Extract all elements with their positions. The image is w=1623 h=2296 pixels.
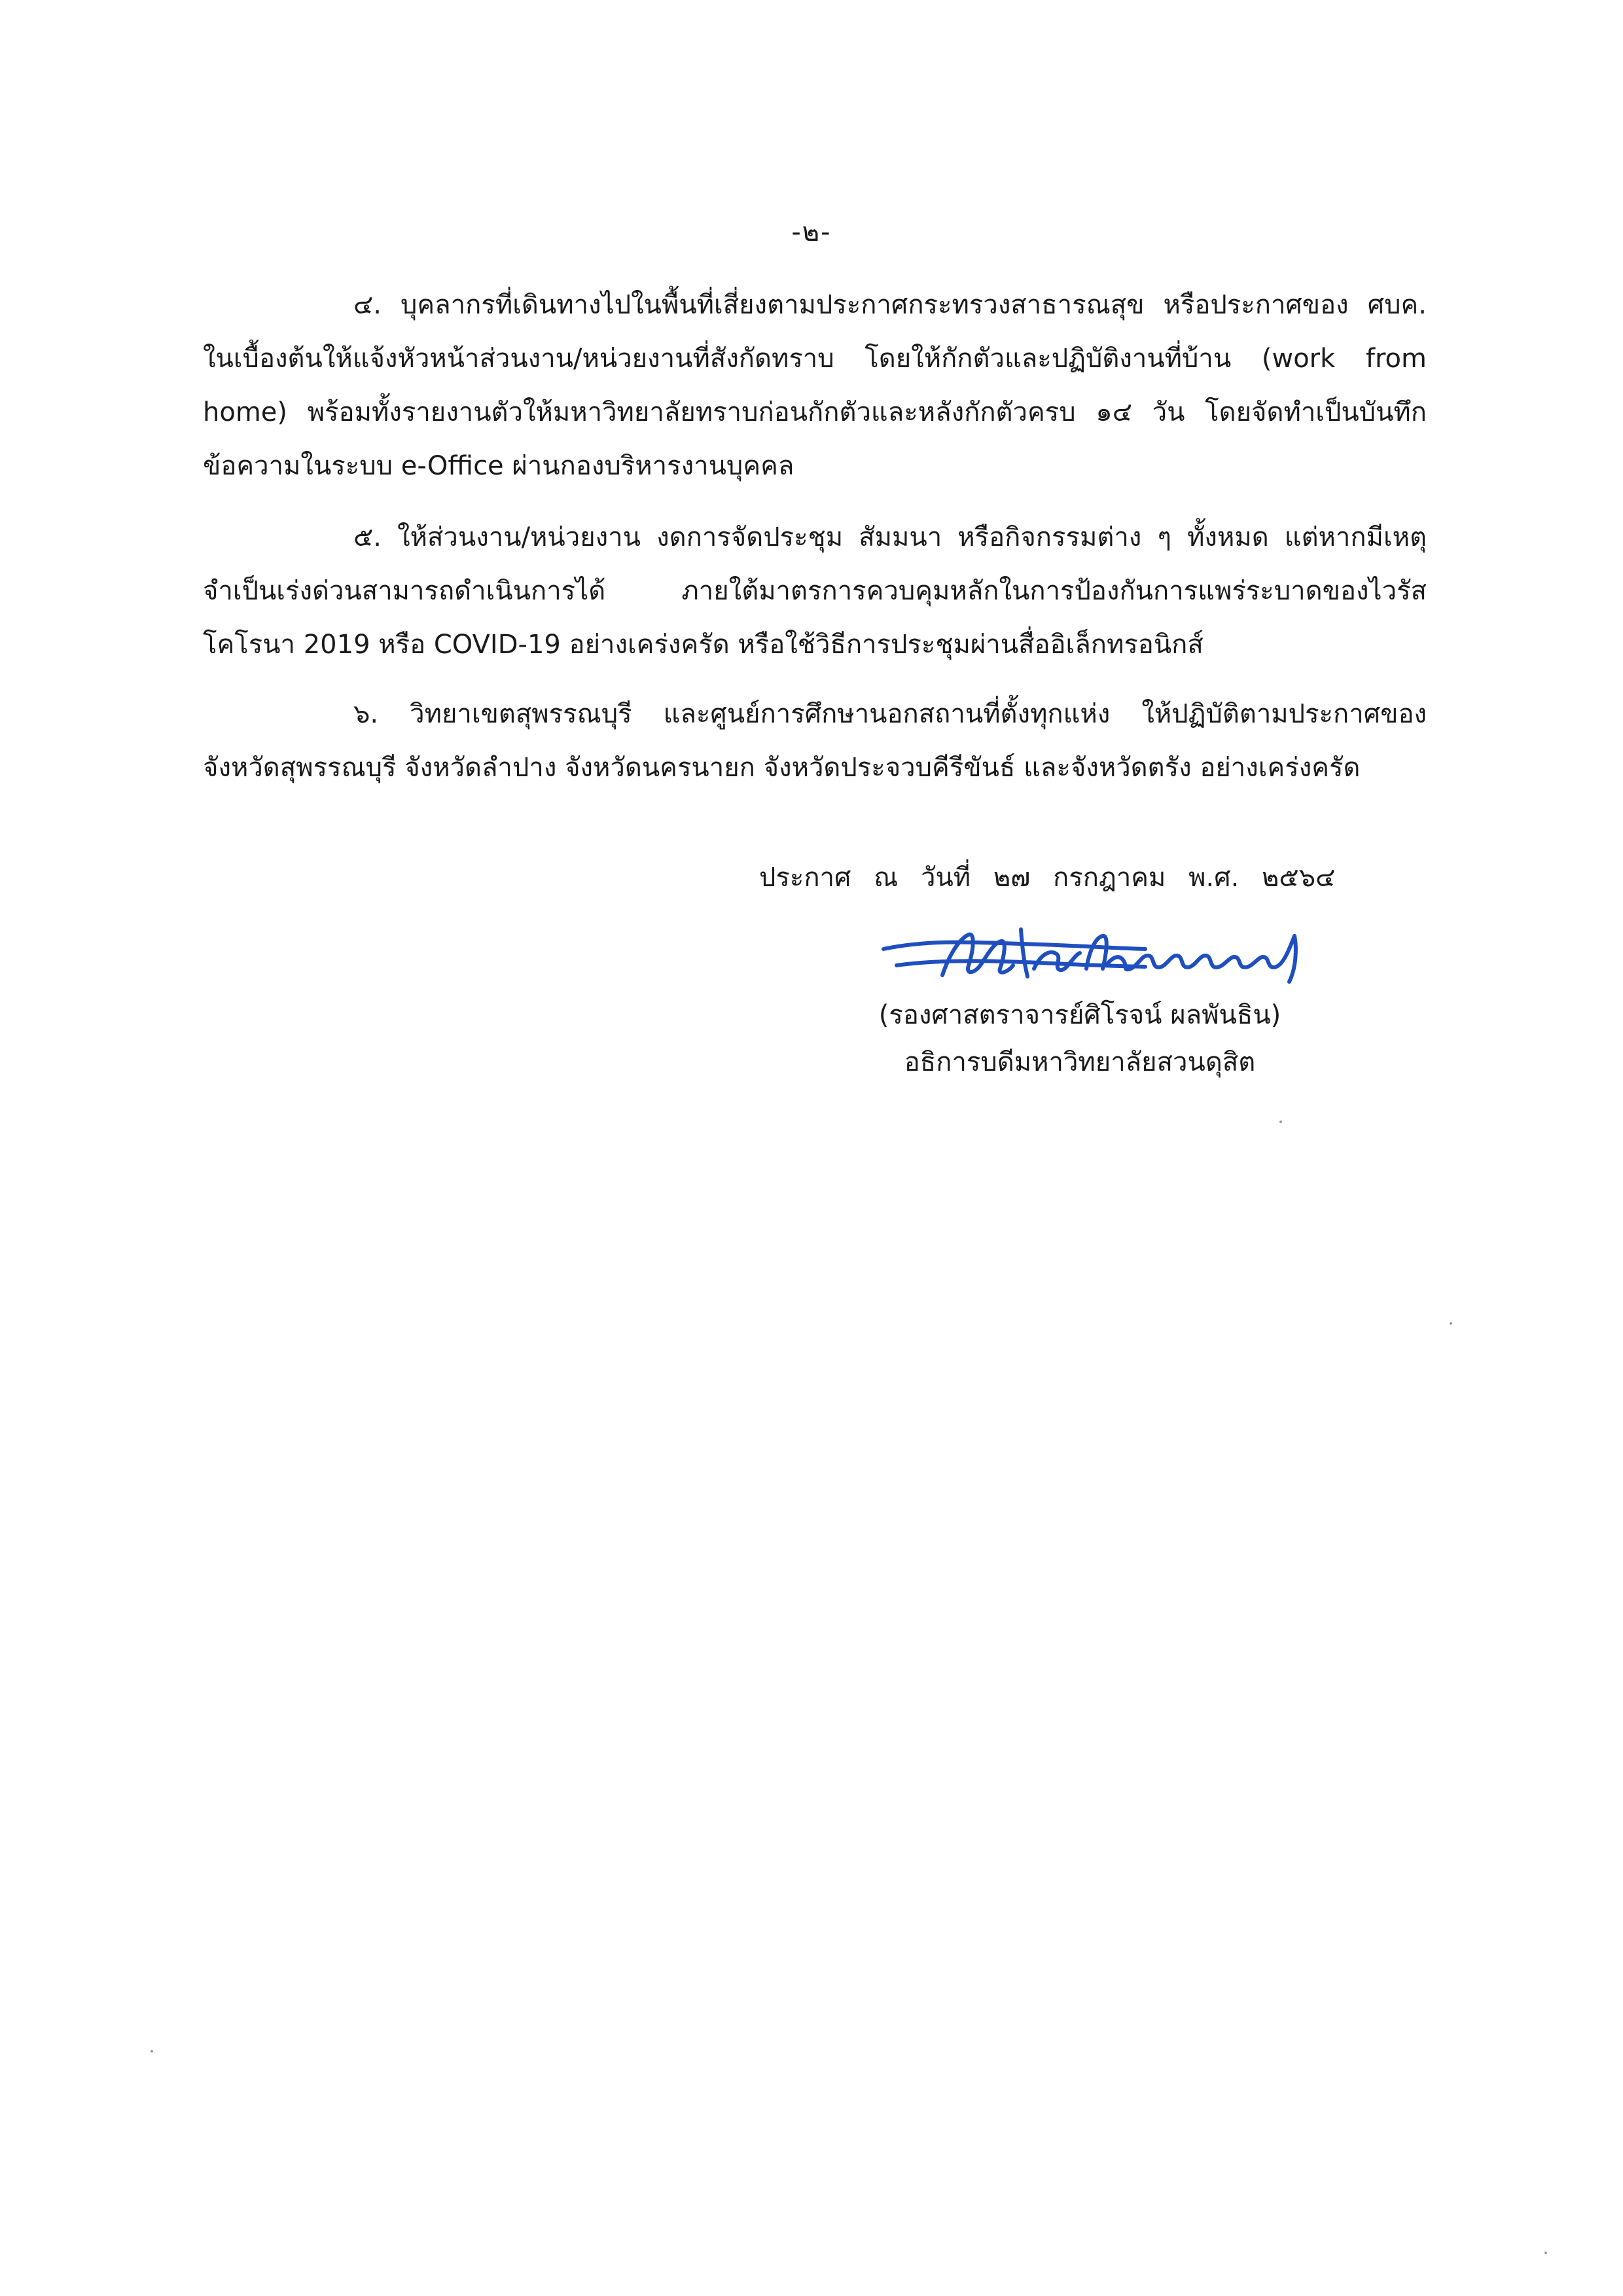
- announcement-month: กรกฎาคม: [1053, 863, 1166, 893]
- scan-speck: [1279, 1121, 1282, 1123]
- announcement-year: ๒๕๖๔: [1262, 863, 1336, 893]
- announcement-era: พ.ศ.: [1188, 863, 1240, 893]
- announcement-date-label: วันที่: [920, 863, 971, 893]
- announcement-day: ๒๗: [993, 863, 1031, 893]
- paragraph-6-text: ๖. วิทยาเขตสุพรรณบุรี และศูนย์การศึกษานอกสถานที่ตั้งทุกแห่ง ให้ปฏิบัติตามประกาศของจังหวัดสุพรรณบุรี จังหวัดลำปาง จังหวัดนครนายก จังหวัดประจวบคีรีขันธ์ และจังหวัดตรัง อย่างเคร่งครัด: [203, 699, 1427, 783]
- paragraph-4-text: ๔. บุคลากรที่เดินทางไปในพื้นที่เสี่ยงตามประกาศกระทรวงสาธารณสุข หรือประกาศของ ศบค. ในเบื้องต้นให้แจ้งหัวหน้าส่วนงาน/หน่วยงานที่สังกัดทราบ โดยให้กักตัวและปฏิบัติงานที่บ้าน (work from home) พร้อมทั้งรายงานตัวให้มหาวิทยาลัยทราบก่อนกักตัวและหลังกักตัวครบ ๑๔ วัน โดยจัดทำเป็นบันทึกข้อความในระบบ e-Office ผ่านกองบริหารงานบุคคล: [203, 290, 1427, 481]
- scan-speck: [151, 2050, 153, 2053]
- scan-speck: [1450, 1322, 1452, 1325]
- announcement-at: ณ: [874, 863, 899, 893]
- paragraph-4: [203, 278, 1427, 493]
- paragraph-5-text: ๕. ให้ส่วนงาน/หน่วยงาน งดการจัดประชุม สัมมนา หรือกิจกรรมต่าง ๆ ทั้งหมด แต่หากมีเหตุจำเป็นเร่งด่วนสามารถดำเนินการได้ ภายใต้มาตรการควบคุมหลักในการป้องกันการแพร่ระบาดของไวรัสโคโรนา 2019 หรือ COVID-19 อย่างเคร่งครัด หรือใช้วิธีการประชุมผ่านสื่ออิเล็กทรอนิกส์: [203, 522, 1427, 660]
- announcement-label: ประกาศ: [759, 863, 851, 893]
- paragraph-6: [203, 687, 1427, 795]
- scan-speck: [1544, 2251, 1547, 2254]
- signature-block: [759, 851, 1348, 1077]
- paragraph-5: [203, 511, 1427, 672]
- page-number: -๒-: [791, 217, 832, 247]
- signer-name: (รองศาสตราจารย์ศิโรจน์ ผลพันธิน): [878, 1000, 1281, 1030]
- signer-title: อธิการบดีมหาวิทยาลัยสวนดุสิต: [904, 1047, 1256, 1077]
- announcement-date-line: [759, 851, 1348, 905]
